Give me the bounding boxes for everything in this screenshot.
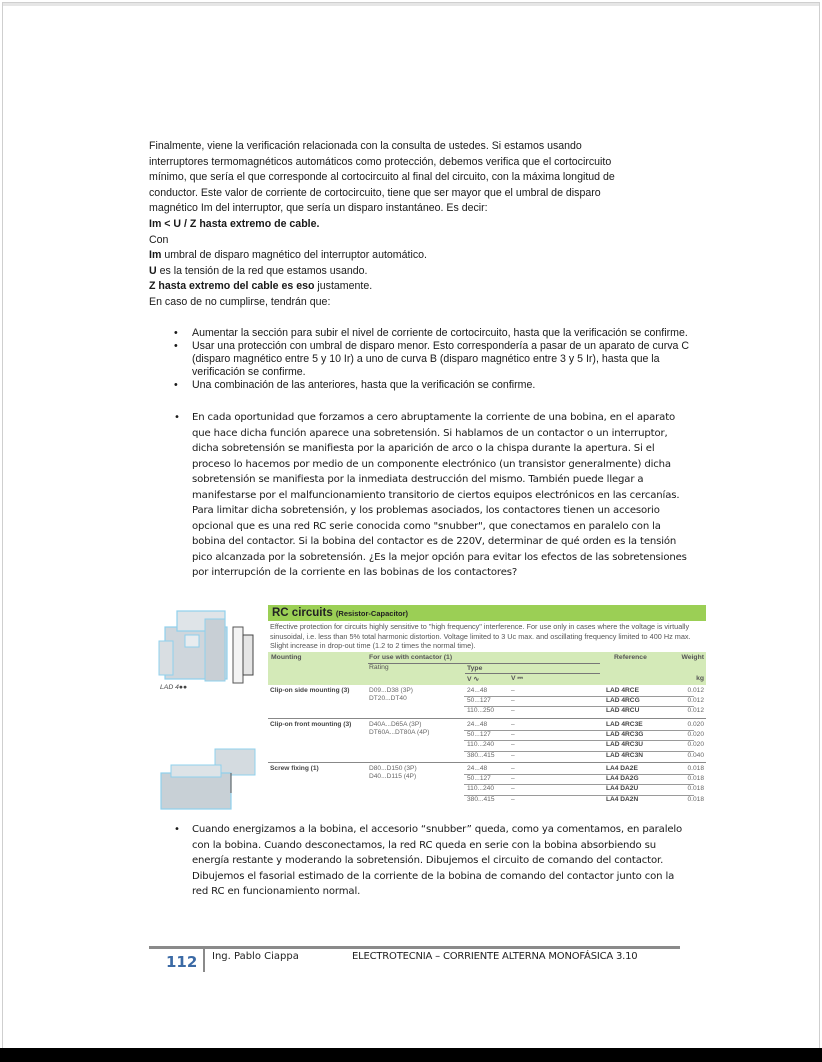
definition-z [149, 279, 689, 295]
vac-cell: 380...415 [467, 795, 495, 803]
definition-u [149, 264, 689, 280]
vdc-cell: – [511, 764, 515, 772]
contactor-illustration [157, 605, 263, 810]
formula: Im < U / Z hasta extremo de cable. [149, 217, 320, 230]
vac-cell: 110...240 [467, 741, 495, 749]
vdc-cell: – [511, 686, 515, 694]
table-row [268, 796, 706, 806]
reference-cell: LAD 4RCU [606, 707, 640, 715]
definition-text: justamente. [314, 280, 373, 293]
definition-term: Z hasta extremo del cable es eso [149, 280, 315, 293]
reference-cell: LAD 4RC3E [606, 720, 643, 728]
list-item [165, 410, 690, 581]
weight-cell: 0.012 [687, 697, 704, 705]
weight-cell: 0.012 [687, 707, 704, 715]
vac-cell: 24...48 [467, 764, 488, 772]
intro-paragraph [149, 139, 689, 311]
vac-cell: 24...48 [467, 720, 488, 728]
window-bottom-bar [0, 1048, 822, 1062]
bullet-icon: • [174, 327, 178, 339]
intro-line: Finalmente, viene la verificación relacionada con la consulta de ustedes. Si estamos usando [149, 140, 582, 152]
mounting-cell: Clip-on front mounting (3) [270, 720, 352, 728]
weight-cell: 0.018 [687, 785, 704, 793]
definition-im [149, 248, 689, 264]
question-list-2 [165, 822, 690, 900]
reference-cell: LA4 DA2E [606, 764, 638, 772]
vac-cell: 24...48 [467, 686, 488, 694]
table-description: Effective protection for circuits highly sensitive to "high frequency" interference. For use only in cases where the voltage is virtually sinusoidal, i.e. less than 5% total harmonic distortion. Voltage limited to 3 Uc max. and oscillating frequency limited to 400 Hz max. Slight increase in drop-out time (1.2 to 2 times the normal time). [270, 622, 691, 651]
mounting-cell: Screw fixing (1) [270, 764, 319, 772]
page-number: 112 [166, 953, 198, 971]
question-text: En cada oportunidad que forzamos a cero abruptamente la corriente de una bobina, en el aparato que hace dicha función aparece una sobretensión. Si hablamos de un contactor o un interruptor, dicha sobretensión se manifiesta por la aparición de arco o la chispa durante la apertura. Si el proceso lo hacemos por medio de un componente electrónico (un transistor generalmente) dicha sobretensión se manifiesta por la inmediata destrucción del mismo. También puede llegar a manifestarse por el malfuncionamiento transitorio de ciertos equipos electrónicos en las cercanías. Para limitar dicha sobretensión, y los problemas asociados, los contactores tienen un accesorio opcional que es una red RC serie conocida como "snubber", que conectamos en paralelo con la bobina del contactor. Si la bobina del contactor es de 220V, determinar de qué orden es la tensión pico alcanzada por la sobretensión. ¿Es la mejor opción para evitar los efectos de las sobretensiones por interrupción de la corriente en las bobinas de los contactores? [192, 412, 687, 578]
header-rating: Rating [369, 663, 389, 671]
weight-cell: 0.018 [687, 764, 704, 772]
weight-cell: 0.012 [687, 686, 704, 694]
reference-cell: LAD 4RCE [606, 686, 639, 694]
reference-cell: LA4 DA2N [606, 795, 639, 803]
list-item-text: Aumentar la sección para subir el nivel de corriente de cortocircuito, hasta que la verificación se confirme. [192, 327, 688, 339]
vdc-cell: – [511, 707, 515, 715]
vdc-cell: – [511, 775, 515, 783]
bullet-icon: • [174, 412, 180, 423]
contactor-side-icon [159, 611, 253, 683]
header-reference: Reference [614, 653, 647, 661]
group-divider [268, 718, 706, 719]
vdc-cell: – [511, 795, 515, 803]
rating-cell: D40A...D65A (3P) [369, 720, 422, 728]
list-item [165, 379, 690, 392]
vdc-cell: – [511, 730, 515, 738]
weight-cell: 0.018 [687, 795, 704, 803]
table-row [268, 752, 706, 762]
reference-cell: LAD 4RC3N [606, 751, 644, 759]
definition-text: umbral de disparo magnético del interruptor automático. [161, 249, 427, 262]
vdc-cell: – [511, 697, 515, 705]
list-item [165, 327, 690, 340]
footer-divider [149, 946, 680, 949]
intro-line: interruptores termomagnéticos automáticos como protección, debemos verifica que el cortocircuito [149, 155, 612, 168]
reference-cell: LA4 DA2G [606, 775, 639, 783]
rating-cell: D09...D38 (3P) [369, 686, 413, 694]
vac-cell: 110...250 [467, 707, 495, 715]
header-for-use: For use with contactor (1) [369, 653, 453, 661]
definition-term: U [149, 264, 157, 277]
image-caption: LAD 4●● [160, 684, 188, 691]
mounting-cell: Clip-on side mounting (3) [270, 686, 350, 694]
footer-author: Ing. Pablo Ciappa [212, 951, 299, 962]
vac-cell: 50...127 [467, 697, 491, 705]
lead-text: En caso de no cumplirse, tendrán que: [149, 295, 331, 308]
intro-line: mínimo, que sería el que corresponde al cortocircuito al final del circuito, con la máxima longitud de [149, 171, 615, 184]
group-divider [268, 762, 706, 763]
con-label: Con [149, 233, 169, 246]
weight-cell: 0.020 [687, 730, 704, 738]
rating-cell: D80...D150 (3P) [369, 764, 417, 772]
vdc-cell: – [511, 741, 515, 749]
definition-term: Im [149, 249, 162, 262]
rating-cell: DT20...DT40 [369, 694, 407, 702]
intro-line: conductor. Este valor de corriente de cortocircuito, tiene que ser mayor que el umbral de disparo [149, 186, 601, 199]
intro-line: magnético Im del interruptor, que sería un disparo instantáneo. Es decir: [149, 202, 488, 215]
weight-cell: 0.040 [687, 751, 704, 759]
table-title-text: RC circuits [272, 607, 333, 619]
list-item-text: Una combinación de las anteriores, hasta que la verificación se confirme. [192, 379, 536, 391]
vdc-cell: – [511, 751, 515, 759]
bullet-icon: • [174, 379, 178, 391]
header-vdc: V ⎓ [511, 674, 523, 682]
table-title [268, 605, 706, 621]
reference-cell: LAD 4RC3G [606, 730, 644, 738]
header-weight: Weight [681, 653, 704, 661]
weight-cell: 0.018 [687, 775, 704, 783]
header-weight-unit: kg [696, 674, 704, 682]
contactor-screw-icon [161, 749, 255, 809]
rating-cell: DT60A...DT80A (4P) [369, 728, 430, 736]
options-list [165, 327, 690, 392]
bullet-icon: • [174, 824, 180, 835]
footer-course-title: ELECTROTECNIA – CORRIENTE ALTERNA MONOFÁSICA 3.10 [352, 951, 638, 962]
reference-cell: LAD 4RC3U [606, 741, 644, 749]
header-vac: V ∿ [467, 675, 480, 683]
vdc-cell: – [511, 720, 515, 728]
list-item [165, 822, 690, 900]
rating-cell: D40...D115 (4P) [369, 772, 417, 780]
header-mounting: Mounting [271, 653, 302, 661]
header-type: Type [467, 664, 483, 672]
vac-cell: 380...415 [467, 751, 495, 759]
table-row [268, 707, 706, 717]
bullet-icon: • [174, 340, 178, 352]
reference-cell: LAD 4RCG [606, 697, 640, 705]
vac-cell: 110...240 [467, 785, 495, 793]
list-item [165, 340, 690, 379]
weight-cell: 0.020 [687, 741, 704, 749]
vdc-cell: – [511, 785, 515, 793]
question-text: Cuando energizamos a la bobina, el accesorio “snubber” queda, como ya comentamos, en paralelo con la bobina. Cuando desconectamos, la red RC queda en serie con la bobina absorbiendo su energía restante y moderando la sobretensión. Dibujemos el circuito de comando del contactor. Dibujemos el fasorial estimado de la corriente de la bobina de comando del contactor junto con la red RC en funcionamiento normal. [192, 824, 683, 898]
rc-circuits-table [268, 605, 706, 845]
vac-cell: 50...127 [467, 730, 491, 738]
footer-separator [203, 949, 205, 972]
list-item-text: Usar una protección con umbral de disparo menor. Esto correspondería a pasar de un aparato de curva C (disparo magnético entre 5 y 10 Ir) a uno de curva B (disparo magnético entre 3 y 5 Ir), hasta que la verificación se confirme. [192, 340, 690, 378]
table-subtitle: (Resistor-Capacitor) [335, 609, 409, 618]
definition-text: es la tensión de la red que estamos usando. [156, 264, 368, 277]
product-images [157, 605, 263, 810]
table-header [268, 652, 706, 685]
reference-cell: LA4 DA2U [606, 785, 639, 793]
weight-cell: 0.020 [687, 720, 704, 728]
question-list [165, 410, 690, 581]
table-body [268, 685, 706, 845]
vac-cell: 50...127 [467, 775, 491, 783]
